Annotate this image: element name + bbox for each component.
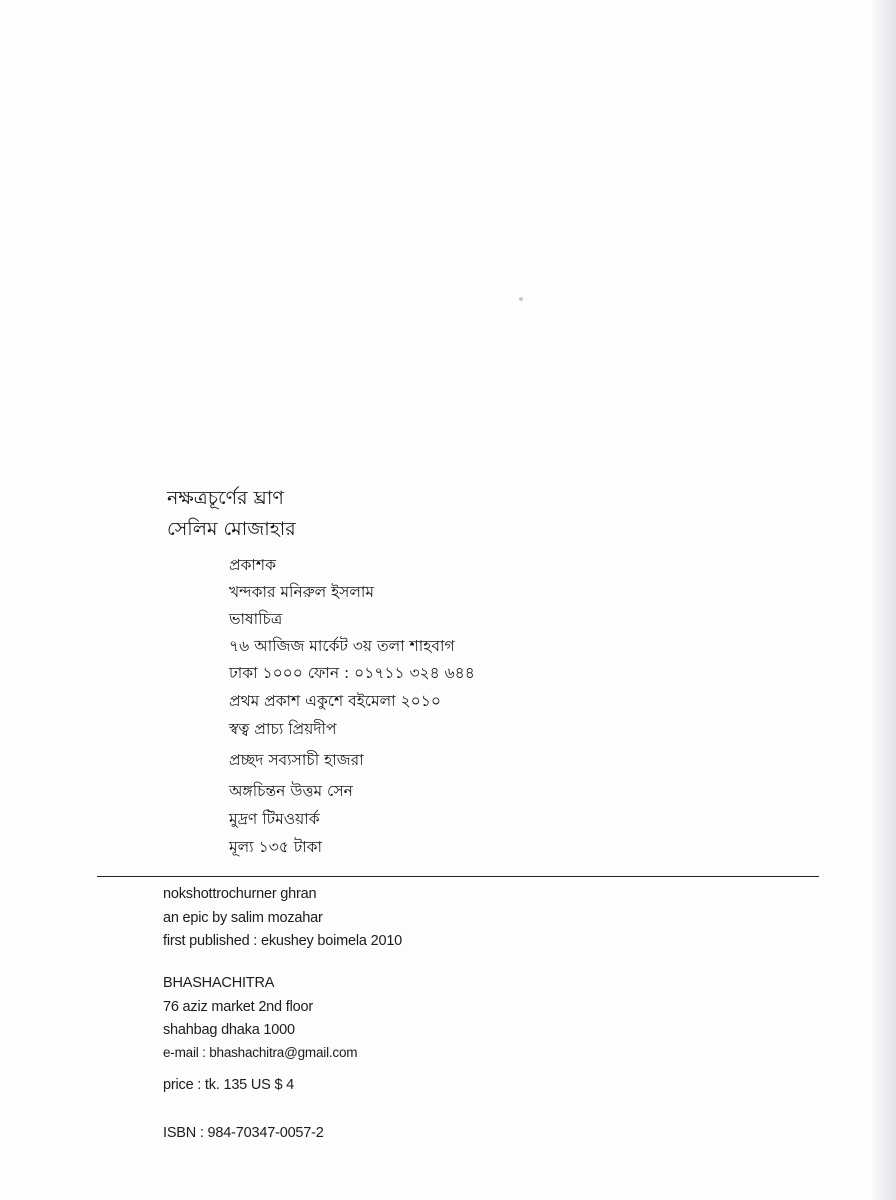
english-address-line1: 76 aziz market 2nd floor: [163, 999, 313, 1015]
bengali-publisher-label: প্রকাশক: [229, 556, 276, 574]
bengali-copyright: স্বত্ব প্রাচ্য প্রিয়দীপ: [229, 720, 337, 738]
page-edge-shadow: [870, 0, 896, 1200]
english-address-line2: shahbag dhaka 1000: [163, 1022, 295, 1038]
bengali-address: ৭৬ আজিজ মার্কেট ৩য় তলা শাহবাগ: [229, 637, 455, 655]
english-email: e-mail : bhashachitra@gmail.com: [163, 1045, 358, 1060]
bengali-printer: মুদ্রণ টিমওয়ার্ক: [229, 810, 320, 828]
bengali-city-phone: ঢাকা ১০০০ ফোন : ০১৭১১ ৩২৪ ৬৪৪: [229, 664, 475, 682]
bengali-design: অঙ্গচিন্তন উত্তম সেন: [229, 782, 353, 800]
bengali-first-published: প্রথম প্রকাশ একুশে বইমেলা ২০১০: [229, 692, 441, 710]
english-first-published: first published : ekushey boimela 2010: [163, 933, 403, 949]
bengali-cover-artist: প্রচ্ছদ সব্যসাচী হাজরা: [229, 751, 364, 769]
scan-speck: [519, 297, 523, 301]
english-publisher: BHASHACHITRA: [163, 975, 275, 991]
bengali-title: নক্ষত্রচূর্ণের ঘ্রাণ: [167, 487, 284, 509]
bengali-publisher-name: খন্দকার মনিরুল ইসলাম: [229, 583, 375, 601]
english-price: price : tk. 135 US $ 4: [163, 1077, 294, 1093]
bengali-price: মূল্য ১৩৫ টাকা: [229, 838, 322, 856]
english-byline: an epic by salim mozahar: [163, 910, 323, 926]
divider-rule: [97, 876, 819, 877]
english-isbn: ISBN : 984-70347-0057-2: [163, 1125, 324, 1141]
bengali-publisher-house: ভাষাচিত্র: [229, 610, 283, 628]
english-title: nokshottrochurner ghran: [163, 886, 317, 902]
bengali-author: সেলিম মোজাহার: [167, 518, 296, 540]
